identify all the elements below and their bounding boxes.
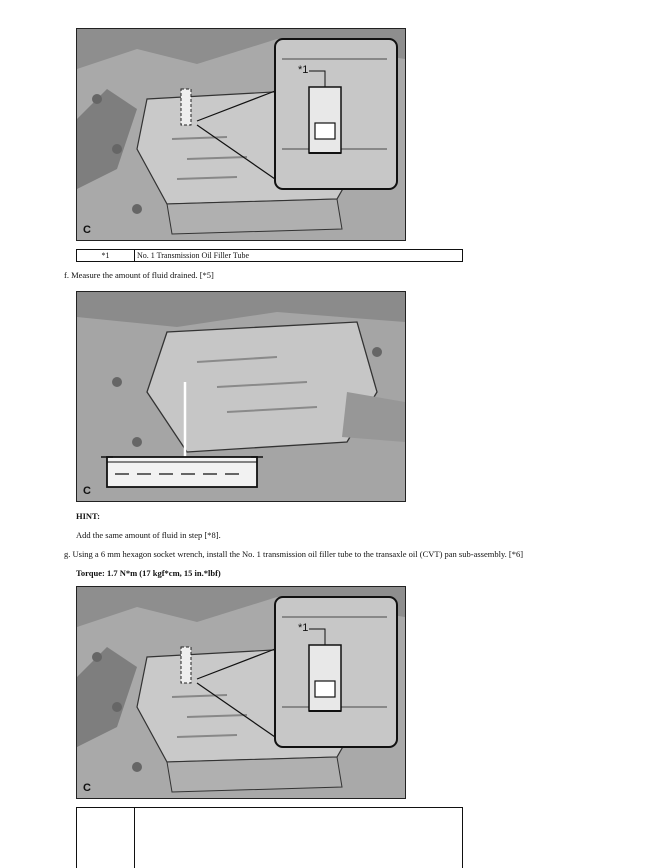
callout-marker: *1 (298, 622, 309, 634)
figure-filler-tube-top (76, 28, 406, 241)
hint-title: HINT: (76, 511, 100, 521)
figure-filler-tube-install (76, 586, 406, 799)
engine-illustration (77, 587, 405, 798)
legend-marker: *1 (77, 250, 135, 261)
figure-letter: C (83, 485, 91, 497)
legend-marker (77, 808, 135, 868)
legend-table (76, 249, 463, 262)
torque-spec: Torque: 1.7 N*m (17 kgf*cm, 15 in.*lbf) (76, 568, 221, 578)
drain-illustration (77, 292, 405, 501)
figure-letter: C (83, 224, 91, 236)
figure-fluid-drain (76, 291, 406, 502)
callout-marker: *1 (298, 64, 309, 76)
figure-letter: C (83, 782, 91, 794)
legend-label: No. 1 Transmission Oil Filler Tube (137, 251, 250, 260)
step-f-text: f. Measure the amount of fluid drained. [*5] (64, 270, 214, 280)
hint-text: Add the same amount of fluid in step [*8]. (76, 530, 221, 540)
legend-table-partial (76, 807, 463, 868)
step-g-text: g. Using a 6 mm hexagon socket wrench, install the No. 1 transmission oil filler tube to the transaxle oil (CVT) pan sub-assembly. [*6] (64, 549, 524, 559)
engine-illustration (77, 29, 405, 240)
